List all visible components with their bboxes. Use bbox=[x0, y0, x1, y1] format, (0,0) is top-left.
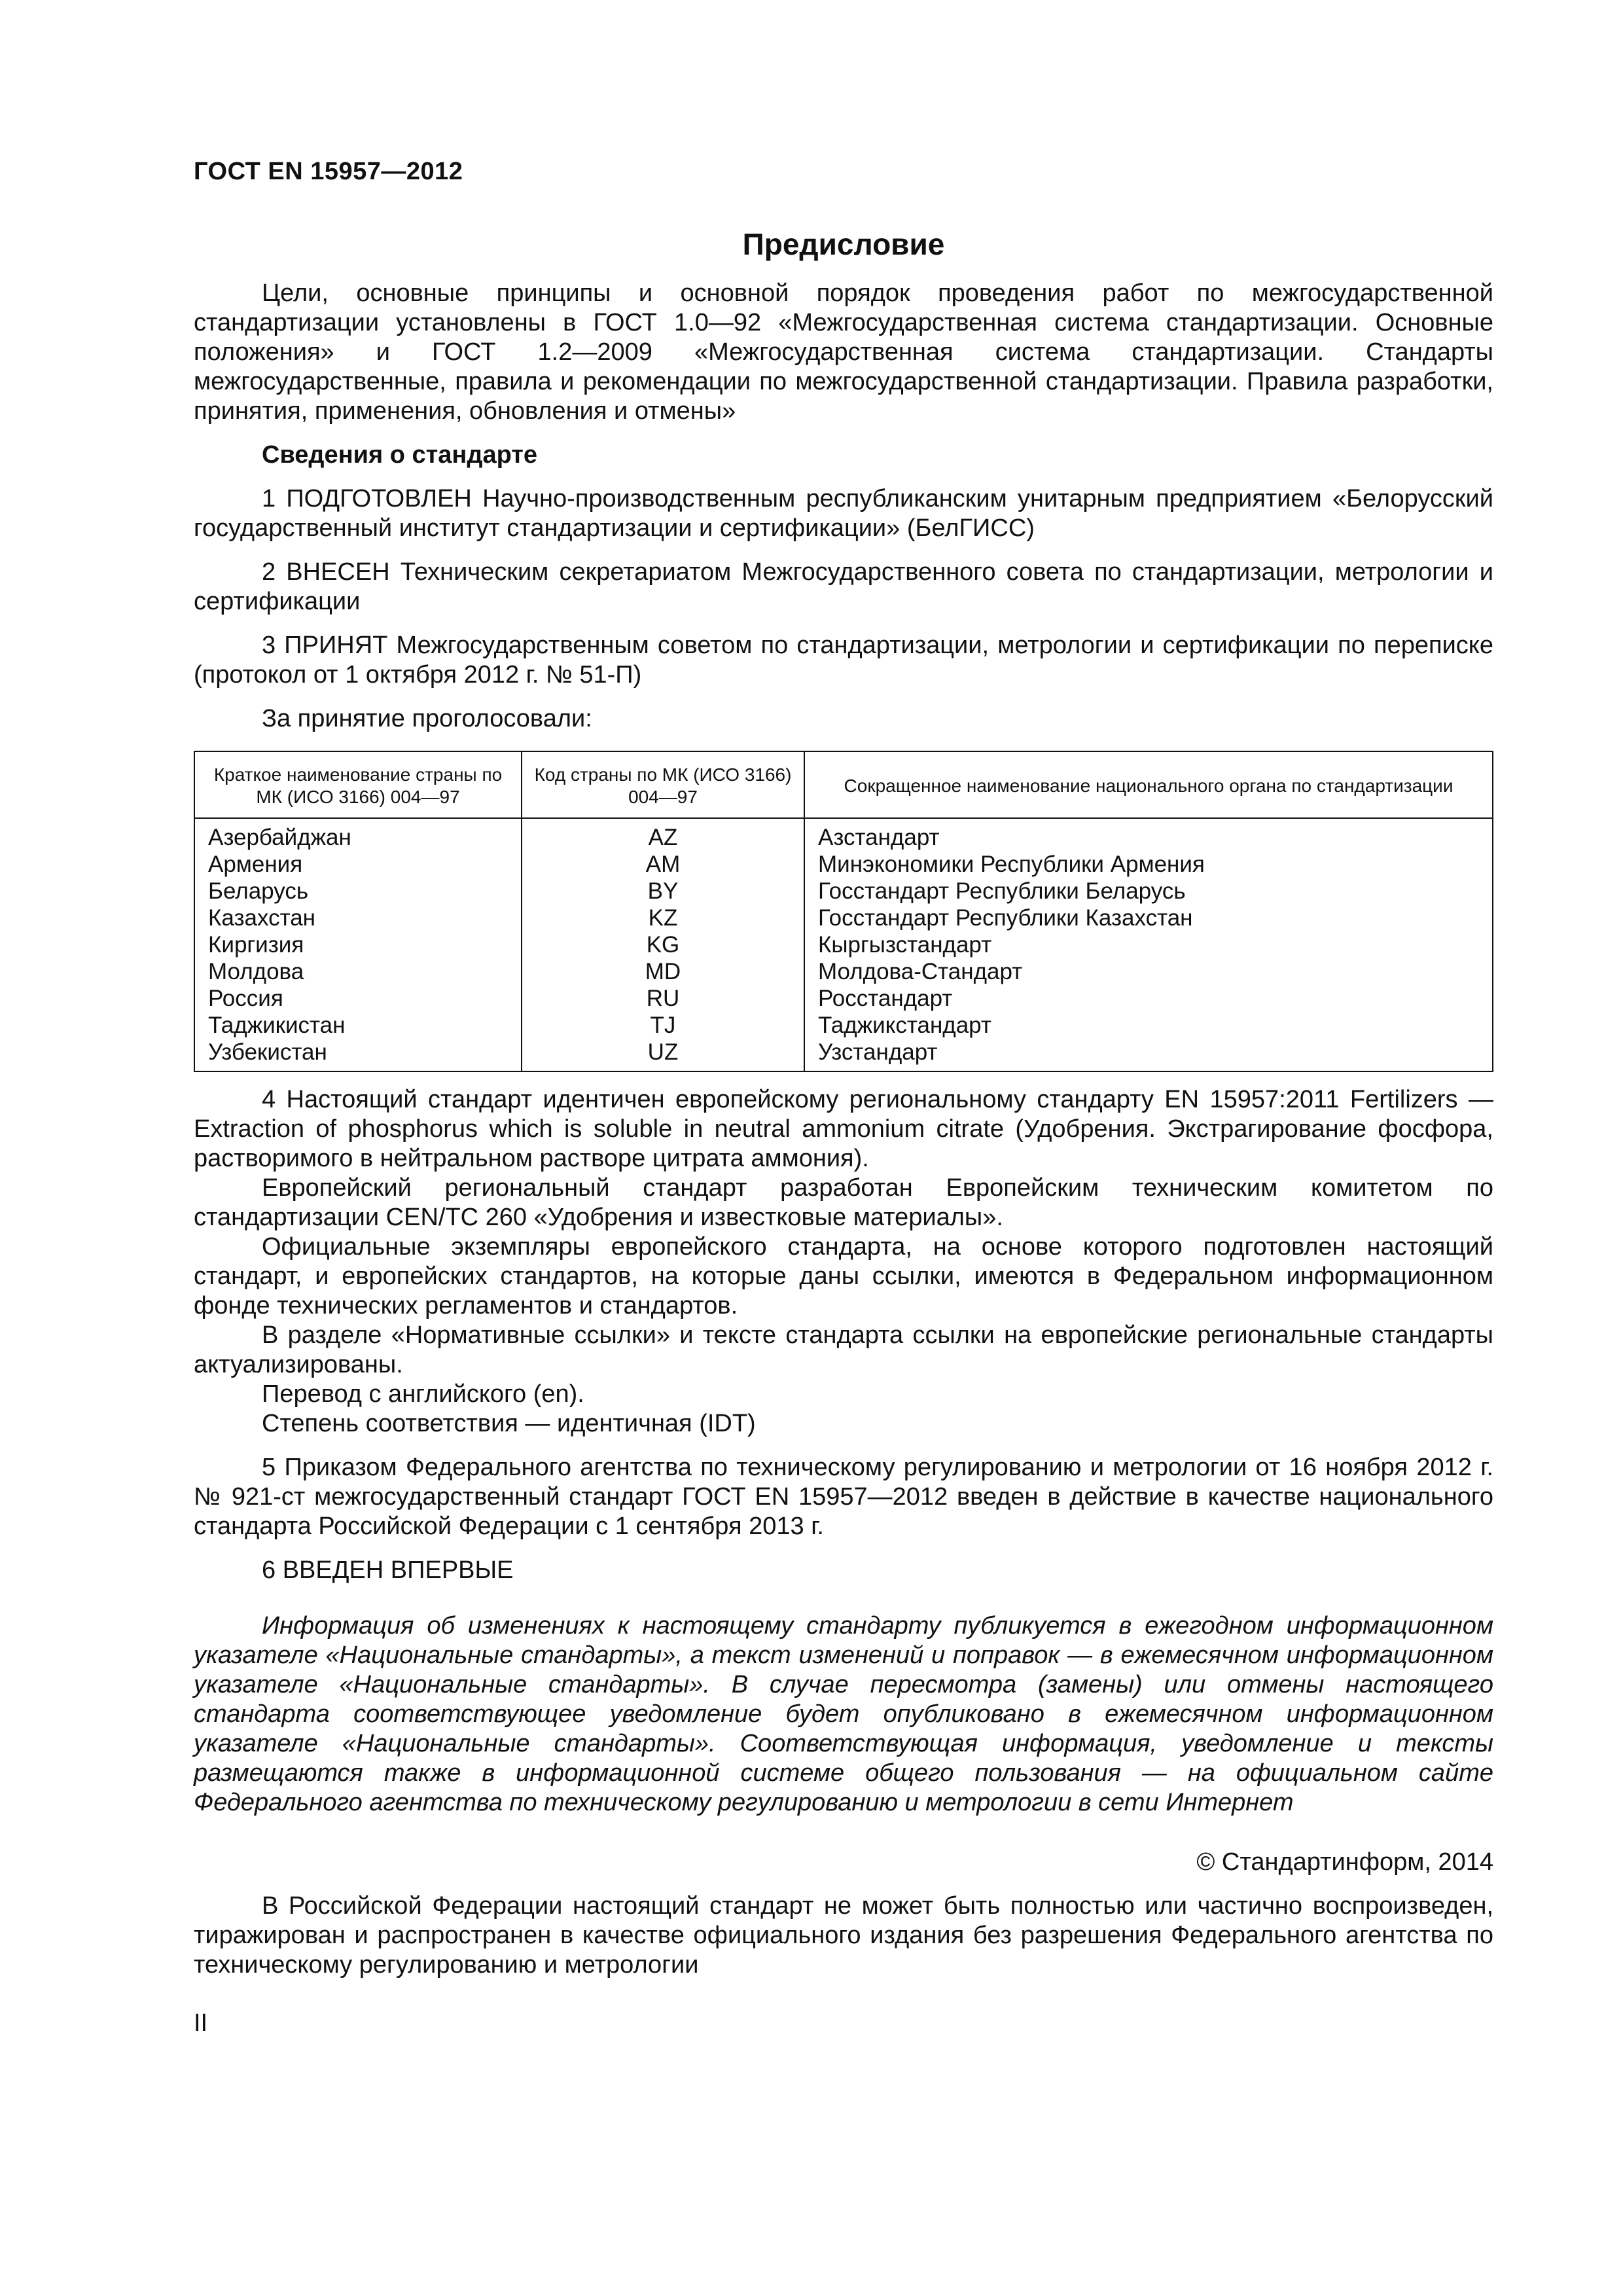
header-country-code: Код страны по МК (ИСО 3166) 004—97 bbox=[522, 751, 804, 818]
table-cell: Азербайджан bbox=[208, 825, 351, 850]
table-cell: UZ bbox=[647, 1039, 679, 1065]
notice-block bbox=[194, 1611, 1493, 1818]
header-country-name: Краткое наименование страны по МК (ИСО 3166) 004—97 bbox=[194, 751, 522, 818]
page-number: II bbox=[194, 2009, 208, 2037]
table-cell: KZ bbox=[648, 905, 678, 931]
copyright-line: © Стандартинформ, 2014 bbox=[1196, 1848, 1493, 1876]
table-cell: Молдова-Стандарт bbox=[818, 959, 1023, 984]
table-cell: TJ bbox=[650, 1013, 676, 1038]
table-cell: Казахстан bbox=[208, 905, 316, 931]
header-national-body: Сокращенное наименование национального органа по стандартизации bbox=[804, 751, 1493, 818]
item-4-references-paragraph: В разделе «Нормативные ссылки» и тексте стандарта ссылки на европейские региональные стандарты актуализированы. bbox=[194, 1321, 1493, 1378]
table-cell: KG bbox=[646, 932, 680, 958]
voted-label: За принятие проголосовали: bbox=[262, 705, 592, 732]
restriction-paragraph: В Российской Федерации настоящий стандарт не может быть полностью или частично воспроизведен, тиражирован и распространен в качестве официального издания без разрешения Федерального агентства по техническому регулированию и метрологии bbox=[194, 1892, 1493, 1979]
intro-paragraph: Цели, основные принципы и основной порядок проведения работ по межгосударственной стандартизации установлены в ГОСТ 1.0—92 «Межгосударственная система стандартизации. Основные положения» и ГОСТ 1.2—2009 «Межгосударственная система стандартизации. Стандарты межгосударственные, правила и рекомендации по межгосударственной стандартизации. Правила разработки, принятия, применения, обновления и отмены» bbox=[194, 279, 1493, 425]
info-heading: Сведения о стандарте bbox=[262, 441, 538, 469]
table-cell: Таджикстандарт bbox=[818, 1013, 991, 1038]
table-cell: Росстандарт bbox=[818, 986, 953, 1011]
table-cell: MD bbox=[645, 959, 681, 984]
table-cell: Молдова bbox=[208, 959, 304, 984]
country-names-column bbox=[194, 818, 522, 1071]
table-cell: AZ bbox=[648, 825, 678, 850]
item-6-paragraph: 6 ВВЕДЕН ВПЕРВЫЕ bbox=[262, 1556, 514, 1584]
page-title: Предисловие bbox=[742, 227, 945, 261]
voting-table bbox=[194, 751, 1493, 1072]
item-5-paragraph: 5 Приказом Федерального агентства по техническому регулированию и метрологии от 16 ноября 2012 г. № 921-ст межгосударственный стандарт ГОСТ EN 15957—2012 введен в действие в качестве национального стандарта Российской Федерации с 1 сентября 2013 г. bbox=[194, 1454, 1493, 1540]
table-cell: Госстандарт Республики Беларусь bbox=[818, 878, 1186, 904]
document-code: ГОСТ EN 15957—2012 bbox=[194, 158, 463, 185]
item-3-paragraph: 3 ПРИНЯТ Межгосударственным советом по стандартизации, метрологии и сертификации по переписке (протокол от 1 октября 2012 г. № 51-П) bbox=[194, 632, 1493, 689]
item-4-committee-paragraph: Европейский региональный стандарт разработан Европейским техническим комитетом по стандартизации CEN/TC 260 «Удобрения и известковые материалы». bbox=[194, 1174, 1493, 1231]
table-cell: Таджикистан bbox=[208, 1013, 346, 1038]
table-body-row bbox=[194, 818, 1493, 1071]
table-cell: AM bbox=[645, 852, 681, 877]
item-4-translation-paragraph: Перевод с английского (en). bbox=[262, 1380, 584, 1408]
item-4-conformity-paragraph: Степень соответствия — идентичная (IDT) bbox=[262, 1410, 756, 1437]
table-cell: Узбекистан bbox=[208, 1039, 327, 1065]
item-2-paragraph: 2 ВНЕСЕН Техническим секретариатом Межгосударственного совета по стандартизации, метрологии и сертификации bbox=[194, 558, 1493, 615]
country-codes-column bbox=[522, 818, 804, 1071]
table-cell: BY bbox=[647, 878, 679, 904]
table-header-row bbox=[194, 751, 1493, 818]
table-cell: Киргизия bbox=[208, 932, 304, 958]
national-bodies-column bbox=[804, 818, 1493, 1071]
table-cell: Азстандарт bbox=[818, 825, 940, 850]
item-4-paragraph: 4 Настоящий стандарт идентичен европейскому региональному стандарту EN 15957:2011 Fertilizers — Extraction of phosphorus which is soluble in neutral ammonium citrate (Удобрения. Экстрагирование фосфора, растворимого в нейтральном растворе цитрата аммония). bbox=[194, 1086, 1493, 1172]
table-cell: Кыргызстандарт bbox=[818, 932, 992, 958]
table-cell: Минэкономики Республики Армения bbox=[818, 852, 1205, 877]
table-cell: Россия bbox=[208, 986, 283, 1011]
table-cell: Армения bbox=[208, 852, 303, 877]
item-1-paragraph: 1 ПОДГОТОВЛЕН Научно-производственным республиканским унитарным предприятием «Белорусский государственный институт стандартизации и сертификации» (БелГИСС) bbox=[194, 485, 1493, 542]
table-cell: Беларусь bbox=[208, 878, 309, 904]
document-page bbox=[194, 157, 1493, 2038]
table-cell: RU bbox=[646, 986, 680, 1011]
table-cell: Госстандарт Республики Казахстан bbox=[818, 905, 1193, 931]
item-4-copies-paragraph: Официальные экземпляры европейского стандарта, на основе которого подготовлен настоящий стандарт, и европейских стандартов, на которые даны ссылки, имеются в Федеральном информационном фонде технических регламентов и стандартов. bbox=[194, 1233, 1493, 1319]
notice-paragraph: Информация об изменениях к настоящему стандарту публикуется в ежегодном информационном указателе «Национальные стандарты», а текст изменений и поправок — в ежемесячном информационном указателе «Национальные стандарты». В случае пересмотра (замены) или отмены настоящего стандарта соответствующее уведомление будет опубликовано в ежемесячном информационном указателе «Национальные стандарты». Соответствующая информация, уведомление и тексты размещаются также в информационной системе общего пользования — на официальном сайте Федерального агентства по техническому регулированию и метрологии в сети Интернет bbox=[194, 1612, 1493, 1816]
table-cell: Узстандарт bbox=[818, 1039, 938, 1065]
